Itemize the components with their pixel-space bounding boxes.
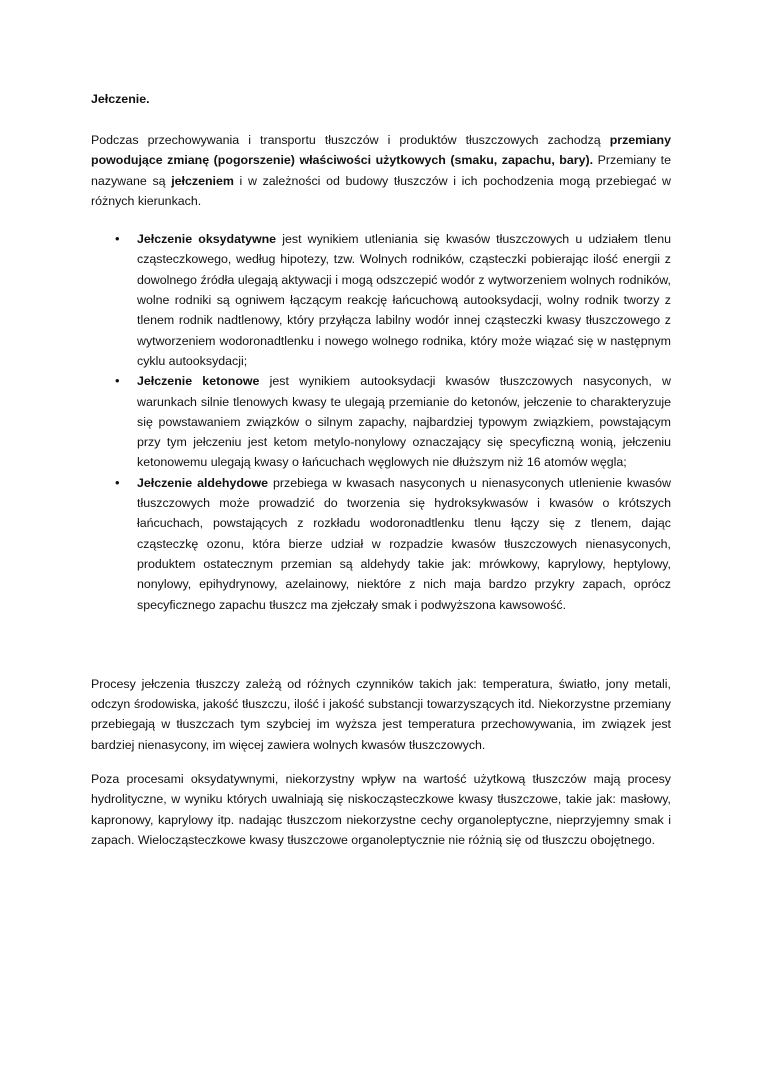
document-title: Jełczenie. [91,92,150,106]
intro-bold-1: przemiany powodujące zmianę (pogorszenie) właściwości użytkowych (smaku, zapachu, bary). [91,133,671,168]
list-item-term: Jełczenie aldehydowe [137,475,269,490]
intro-text-3: i w zależności od budowy tłuszczów i ich pochodzenia mogą przebiegać w różnych kierunkach. [91,173,671,208]
hydrolytic-paragraph: Poza procesami oksydatywnymi, niekorzystny wpływ na wartość użytkową tłuszczów mają procesy hydrolityczne, w wyniku których uwalniają się niskocząsteczkowe kwasy tłuszczowe, takie jak: masłowy, kapronowy, kaprylowy itp. nadając tłuszczom niekorzystne cechy organoleptyczne, nieprzyjemny smak i zapach. Wielocząsteczkowe kwasy tłuszczowe organoleptycznie nie różnią się od tłuszczu obojętnego. [91,772,671,847]
document-page [91,90,671,850]
list-item-term: Jełczenie ketonowe [137,374,260,389]
intro-bold-2: jełczeniem [171,173,234,188]
list-item-aldehyde [115,473,671,615]
list-item-term: Jełczenie oksydatywne [137,232,277,247]
list-item-text: jest wynikiem autooksydacji kwasów tłuszczowych nasyconych, w warunkach silnie tlenowych kwasy te ulegają przemianie do ketonów, jełczenie to charakteryzuje się powstawaniem związków o silnym zapachy, najbardziej typowym związkiem, powstającym przy tym jełczeniu jest ketom metylo-nonylowy oznaczający się specyficzną wonią, jełczeniu ketonowemu ulegają kwasy o łańcuchach węglowych nie dłuższym niż 16 atomów węgla; [137,374,671,470]
intro-text-1: Podczas przechowywania i transportu tłuszczów i produktów tłuszczowych zachodzą [91,133,610,147]
list-item-oxidative [115,229,671,371]
rancidity-types-list [91,229,671,615]
list-item-text: jest wynikiem utleniania się kwasów tłuszczowych u udziałem tlenu cząsteczkowego, według hipotezy, tzw. Wolnych rodników, cząsteczki pobierając ilość energii z dowolnego źródła ulegają aktywacji i mogą odszczepić wodór z wytworzeniem wolnych rodników, wolne rodniki są ogniwem łączącym reakcję łańcuchową autooksydacji, wolny rodnik tworzy z tlenem rodnik nadtlenowy, który przyłącza labilny wodór innej cząsteczki kwasy tłuszczowego z wytworzeniem wodoronadtlenku i nowego wolnego rodnika, który może wiązać się w następnym cyklu autooksydacji; [137,232,671,368]
bullet-icon: • [115,231,120,247]
list-item-ketone [115,371,671,472]
factors-paragraph: Procesy jełczenia tłuszczy zależą od różnych czynników takich jak: temperatura, światło, jony metali, odczyn środowiska, jakość tłuszczu, ilość i jakość substancji towarzyszących itd. Niekorzystne przemiany przebiegają w tłuszczach tym szybciej im wyższa jest temperatura przechowywania, im związek jest bardziej nienasycony, im więcej zawiera wolnych kwasów tłuszczowych. [91,676,671,752]
bullet-icon: • [115,474,120,490]
bullet-icon: • [115,373,120,389]
spacer [91,615,671,674]
intro-text-2: Przemiany te nazywane są [91,153,672,188]
list-item-text: przebiega w kwasach nasyconych u nienasyconych utlenienie kwasów tłuszczowych może prowadzić do tworzenia się hydroksykwasów i kwasów o krótszych łańcuchach, powstających z rozkładu wodoronadtlenku tlenu łączy się z tlenem, dając cząsteczkę ozonu, która bierze udział w rozpadzie kwasów tłuszczowych nienasyconych, produktem ostatecznym przemian są aldehydy takie jak: mrówkowy, kaprylowy, heptylowy, nonylowy, epihydrynowy, azelainowy, niektóre z nich maja bardzo przykry zapach, oprócz specyficznego zapachu tłuszcz ma zjełczały smak i podwyższona kawsowość. [137,475,671,612]
intro-paragraph [91,130,671,211]
spacer [91,755,671,769]
